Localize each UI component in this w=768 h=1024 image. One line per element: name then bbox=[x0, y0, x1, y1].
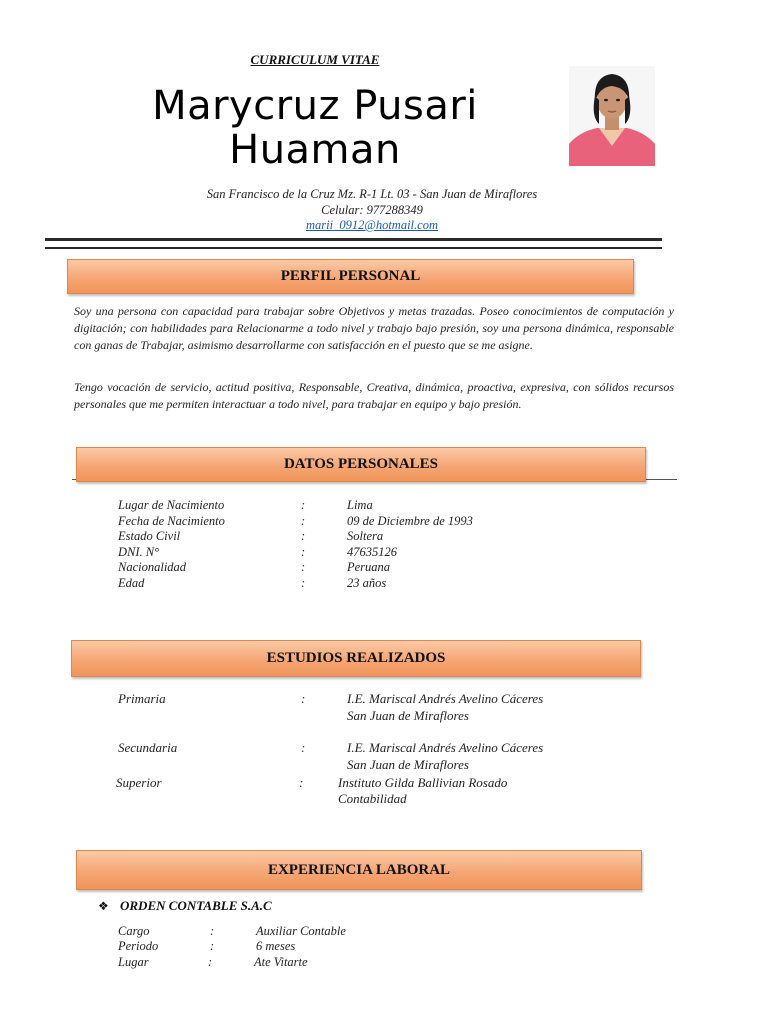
perfil-paragraph-2: Tengo vocación de servicio, actitud positiva, Responsable, Creativa, dinámica, proactiva, expresiva, con sólidos recursos personales que me permiten interactuar a todo nivel, para trabajar en equipo y bajo presión. bbox=[74, 380, 674, 411]
candidate-name-line2: Huaman bbox=[229, 127, 401, 173]
experiencia-sep: : bbox=[208, 955, 213, 969]
datos-label: Lugar de Nacimiento bbox=[118, 498, 225, 512]
estudios-institution: I.E. Mariscal Andrés Avelino Cáceres bbox=[347, 691, 544, 706]
datos-label: Fecha de Nacimiento bbox=[118, 514, 225, 528]
estudios-detail: San Juan de Miraflores bbox=[347, 757, 469, 772]
section-title-experiencia: EXPERIENCIA LABORAL bbox=[267, 861, 451, 878]
phone-text: Celular: 977288349 bbox=[321, 203, 423, 217]
estudios-sep: : bbox=[301, 691, 306, 706]
diamond-bullet-icon: ❖ bbox=[98, 899, 109, 913]
candidate-name bbox=[110, 84, 520, 172]
datos-value: Soltera bbox=[347, 529, 384, 543]
datos-sep: : bbox=[301, 545, 306, 559]
experiencia-label: Lugar bbox=[118, 955, 149, 969]
section-header-experiencia bbox=[76, 850, 642, 890]
section-title-datos: DATOS PERSONALES bbox=[283, 456, 439, 472]
datos-value: 23 años bbox=[347, 576, 387, 590]
estudios-sep: : bbox=[299, 775, 304, 790]
datos-sep: : bbox=[301, 560, 306, 574]
datos-value: 47635126 bbox=[347, 545, 397, 559]
estudios-institution: Instituto Gilda Ballivian Rosado bbox=[338, 775, 508, 790]
experiencia-value: Auxiliar Contable bbox=[256, 924, 346, 938]
email-link[interactable]: marii_0912@hotmail.com bbox=[306, 218, 438, 232]
datos-value: Peruana bbox=[347, 560, 391, 574]
datos-sep: : bbox=[301, 576, 306, 590]
candidate-name-line1: Marycruz Pusari bbox=[152, 83, 478, 129]
datos-label: Estado Civil bbox=[118, 529, 181, 543]
email-line bbox=[0, 218, 744, 233]
datos-sep: : bbox=[301, 498, 306, 512]
experiencia-value: 6 meses bbox=[256, 939, 296, 953]
datos-label: Edad bbox=[118, 576, 145, 590]
datos-sep: : bbox=[301, 514, 306, 528]
experiencia-label: Cargo bbox=[118, 924, 150, 938]
experiencia-sep: : bbox=[210, 924, 215, 938]
header-divider-top bbox=[45, 238, 662, 241]
estudios-label: Primaria bbox=[118, 691, 166, 706]
section-header-perfil bbox=[67, 259, 634, 294]
datos-label: DNI. N° bbox=[118, 545, 160, 559]
header-divider-bottom bbox=[45, 247, 662, 249]
estudios-detail: Contabilidad bbox=[338, 791, 407, 806]
datos-value: 09 de Diciembre de 1993 bbox=[347, 514, 473, 528]
section-title-perfil: PERFIL PERSONAL bbox=[280, 268, 421, 284]
experiencia-value: Ate Vitarte bbox=[254, 955, 308, 969]
estudios-institution: I.E. Mariscal Andrés Avelino Cáceres bbox=[347, 740, 544, 755]
experiencia-label: Periodo bbox=[118, 939, 159, 953]
address-text: San Francisco de la Cruz Mz. R-1 Lt. 03 - San Juan de Miraflores bbox=[206, 187, 538, 201]
estudios-sep: : bbox=[301, 740, 306, 755]
experiencia-sep: : bbox=[210, 939, 215, 953]
section-header-datos bbox=[76, 447, 646, 482]
section-header-estudios bbox=[71, 640, 641, 677]
section-title-estudios: ESTUDIOS REALIZADOS bbox=[266, 650, 446, 666]
company-name: ORDEN CONTABLE S.A.C bbox=[120, 898, 272, 913]
estudios-label: Secundaria bbox=[118, 740, 178, 755]
perfil-paragraph-1: Soy una persona con capacidad para trabajar sobre Objetivos y metas trazadas. Poseo conocimientos de computación y digitación; con habilidades para Relacionarme a todo nivel y trabajo bajo presión, soy una persona dinámica, responsable con ganas de Trabajar, asimismo desarrollarme con satisfacción en el puesto que se me asigne. bbox=[74, 304, 674, 352]
datos-label: Nacionalidad bbox=[118, 560, 187, 574]
estudios-label: Superior bbox=[116, 775, 162, 790]
datos-value: Lima bbox=[347, 498, 373, 512]
profile-photo bbox=[569, 66, 655, 166]
estudios-detail: San Juan de Miraflores bbox=[347, 708, 469, 723]
datos-sep: : bbox=[301, 529, 306, 543]
document-title: CURRICULUM VITAE bbox=[250, 52, 380, 67]
